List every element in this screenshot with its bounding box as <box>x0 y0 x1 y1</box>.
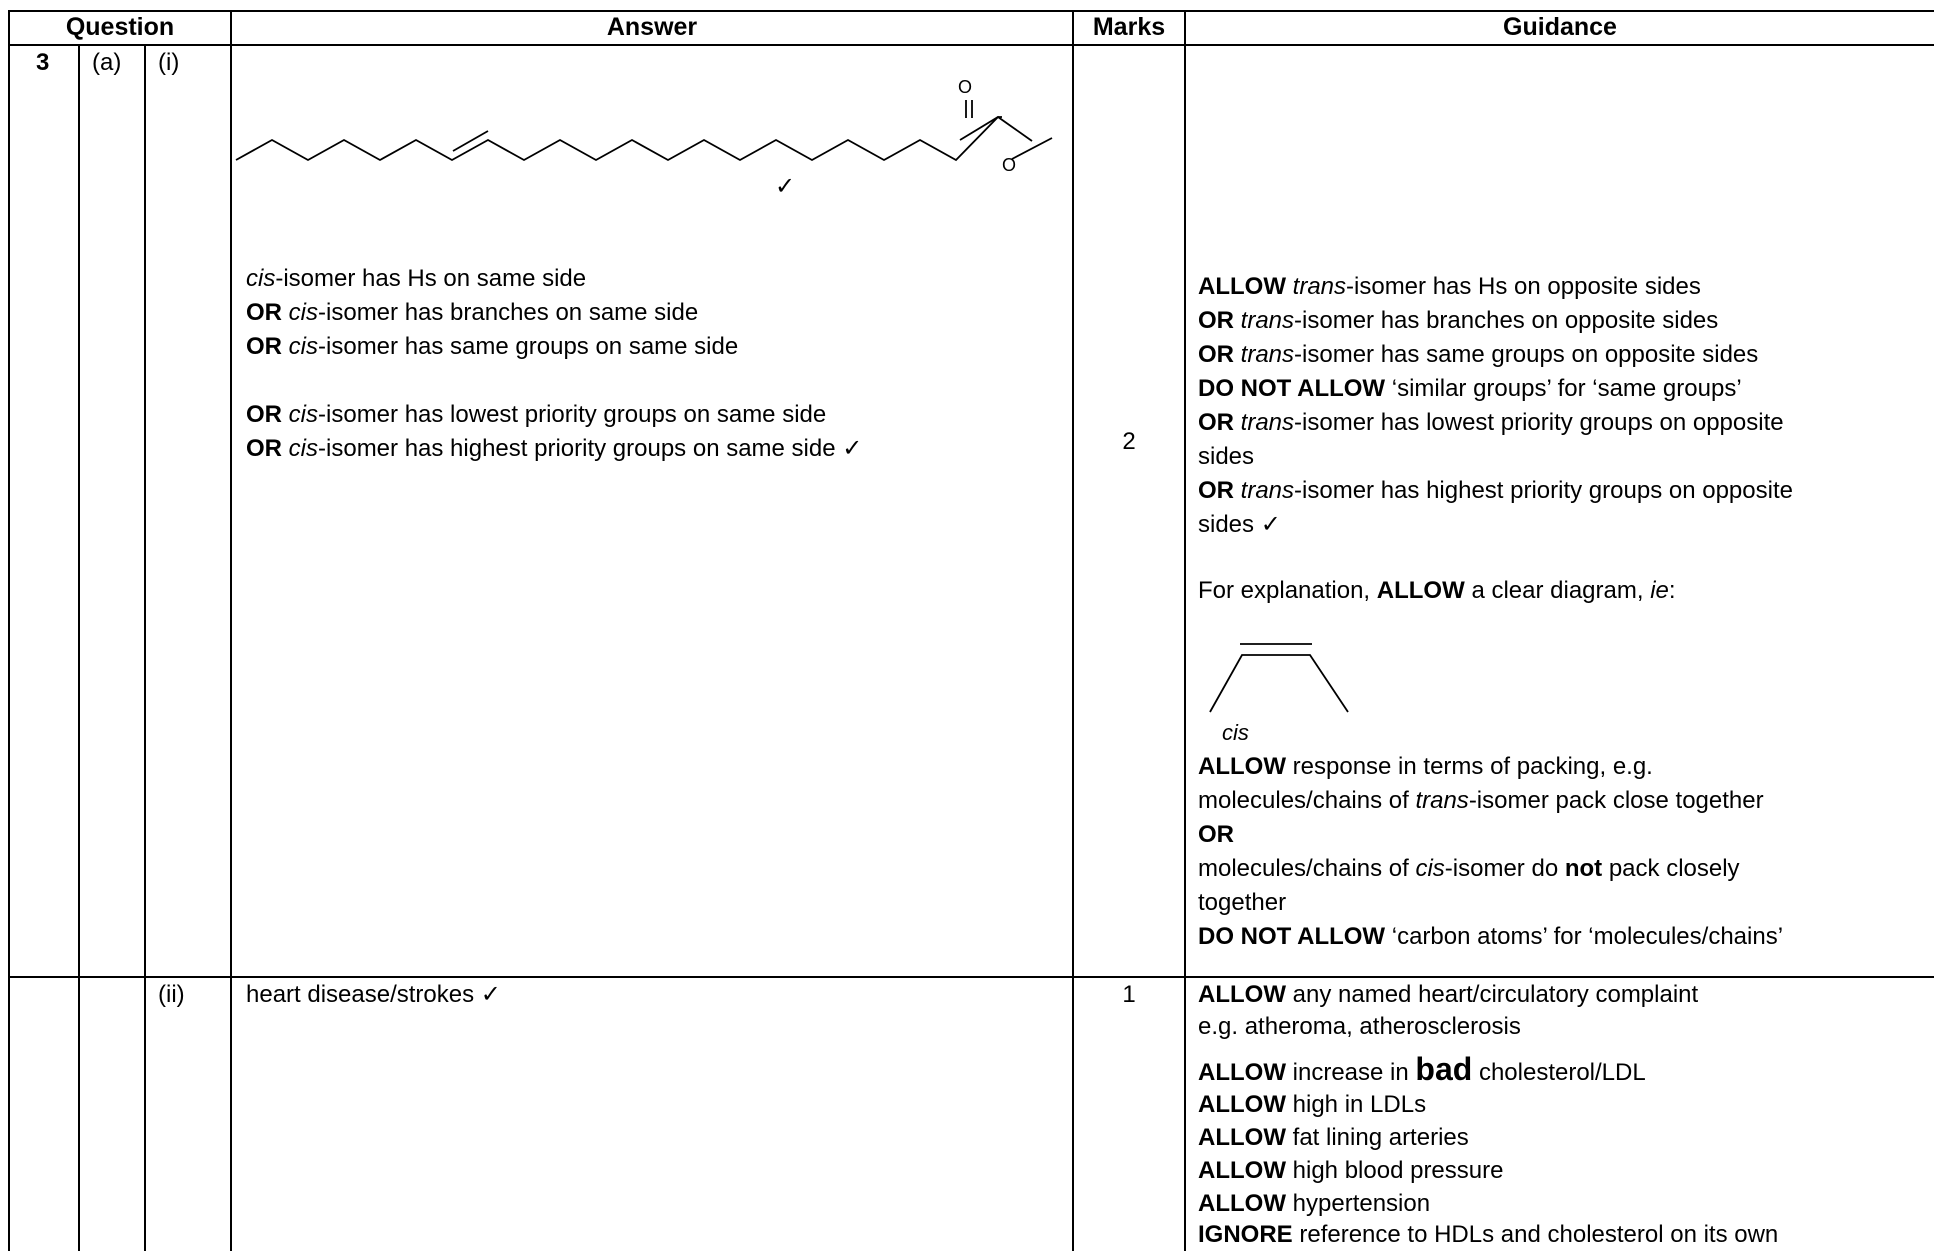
guidance-line: DO NOT ALLOW ‘similar groups’ for ‘same groups’ <box>1198 375 1742 402</box>
guidance-line: sides ✓ <box>1198 511 1281 538</box>
answer-line: OR cis-isomer has lowest priority groups on same side <box>246 401 827 428</box>
question-part: (a) <box>92 49 122 76</box>
answer-line: OR cis-isomer has same groups on same side <box>246 333 739 360</box>
marks-value: 2 <box>1122 428 1136 455</box>
guidance-line: e.g. atheroma, atherosclerosis <box>1198 1013 1521 1040</box>
guidance-line: sides <box>1198 443 1255 470</box>
guidance-line: molecules/chains of trans-isomer pack close together <box>1198 787 1764 814</box>
cis-diagram-label: cis <box>1222 720 1249 745</box>
guidance-line: ALLOW any named heart/circulatory complaint <box>1198 981 1699 1008</box>
answer-line: OR cis-isomer has highest priority groups on same side ✓ <box>246 435 863 462</box>
question-number: 3 <box>36 49 50 76</box>
answer-line: OR cis-isomer has branches on same side <box>246 299 699 326</box>
guidance-line: ALLOW increase in bad cholesterol/LDL <box>1198 1051 1646 1087</box>
guidance-line: together <box>1198 889 1287 916</box>
question-subpart: (ii) <box>158 981 185 1008</box>
header-marks: Marks <box>1092 13 1166 41</box>
guidance-line: For explanation, ALLOW a clear diagram, ie: <box>1198 577 1676 604</box>
question-subpart: (i) <box>158 49 180 76</box>
header-question: Question <box>65 13 175 41</box>
guidance-line: ALLOW trans-isomer has Hs on opposite sides <box>1198 273 1701 300</box>
guidance-line: molecules/chains of cis-isomer do not pack closely <box>1198 855 1740 882</box>
header-guidance: Guidance <box>1503 13 1617 41</box>
guidance-line: ALLOW hypertension <box>1198 1190 1431 1217</box>
ester-oxygen-label: O <box>1002 155 1017 175</box>
guidance-line: OR <box>1198 821 1234 848</box>
guidance-line: ALLOW fat lining arteries <box>1198 1124 1469 1151</box>
header-answer: Answer <box>606 13 698 41</box>
structure-tick: ✓ <box>775 173 796 200</box>
guidance-line: OR trans-isomer has branches on opposite sides <box>1198 307 1719 334</box>
answer-line: heart disease/strokes ✓ <box>246 981 501 1008</box>
guidance-line: DO NOT ALLOW ‘carbon atoms’ for ‘molecules/chains’ <box>1198 923 1784 950</box>
guidance-line: IGNORE reference to HDLs and cholesterol on its own <box>1198 1221 1779 1248</box>
guidance-line: OR trans-isomer has highest priority groups on opposite <box>1198 477 1793 504</box>
guidance-line: OR trans-isomer has lowest priority groups on opposite <box>1198 409 1784 436</box>
guidance-line: ALLOW high in LDLs <box>1198 1091 1427 1118</box>
answer-line: cis-isomer has Hs on same side <box>246 265 587 292</box>
marks-value: 1 <box>1122 981 1136 1008</box>
guidance-line: ALLOW high blood pressure <box>1198 1157 1504 1184</box>
guidance-line: ALLOW response in terms of packing, e.g. <box>1198 753 1653 780</box>
guidance-line: OR trans-isomer has same groups on opposite sides <box>1198 341 1759 368</box>
carbonyl-oxygen-label: O <box>958 77 973 97</box>
